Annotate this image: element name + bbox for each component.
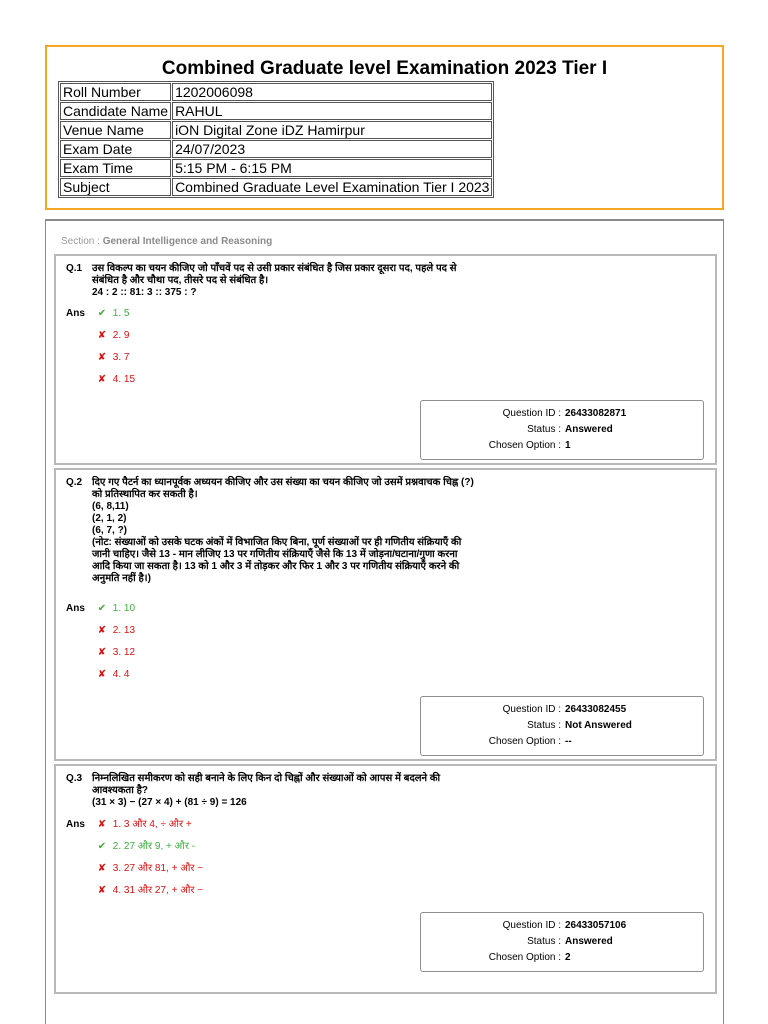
candidate-info-table — [58, 81, 494, 198]
question-line: (31 × 3) − (27 × 4) + (81 ÷ 9) = 126 — [92, 797, 247, 808]
question-text — [92, 477, 522, 585]
option-text: 1. 3 और 4, ÷ और + — [112, 819, 192, 830]
exam-date-value: 24/07/2023 — [172, 140, 492, 158]
question-line: अनुमति नहीं है।) — [92, 573, 151, 584]
chosen-option-value: 2 — [565, 952, 571, 963]
cross-icon: ✘ — [97, 669, 107, 680]
exam-time-value: 5:15 PM - 6:15 PM — [172, 159, 492, 177]
cross-icon: ✘ — [97, 352, 107, 363]
section-name: General Intelligence and Reasoning — [102, 236, 273, 247]
status-row — [421, 934, 703, 950]
question-line: को प्रतिस्थापित कर सकती है। — [92, 489, 198, 500]
question-panel — [45, 219, 724, 1024]
option-4 — [94, 373, 135, 387]
question-line: (6, 7, ?) — [92, 525, 128, 536]
option-2 — [94, 624, 135, 638]
option-1 — [94, 818, 192, 832]
check-icon: ✔ — [97, 841, 107, 852]
option-1 — [94, 307, 129, 321]
chosen-option-label: Chosen Option : — [488, 440, 561, 451]
option-text: 1. 10 — [112, 603, 136, 614]
option-4 — [94, 668, 129, 682]
cross-icon: ✘ — [97, 330, 107, 341]
option-text: 3. 7 — [112, 352, 130, 363]
question-id-value: 26433057106 — [565, 920, 627, 931]
question-meta-box — [420, 400, 704, 460]
option-3 — [94, 646, 135, 660]
option-text: 3. 27 और 81, + और − — [112, 863, 204, 874]
answer-label: Ans — [66, 819, 85, 830]
question-number: Q.1 — [66, 263, 83, 274]
status-row — [421, 718, 703, 734]
cross-icon: ✘ — [97, 647, 107, 658]
cross-icon: ✘ — [97, 374, 107, 385]
section-label — [61, 236, 272, 247]
option-text: 4. 15 — [112, 374, 136, 385]
status-label: Status : — [527, 936, 561, 947]
question-id-label: Question ID : — [502, 704, 561, 715]
answer-label: Ans — [66, 308, 85, 319]
question-line: दिए गए पैटर्न का ध्यानपूर्वक अध्ययन कीजिए और उस संख्या का चयन कीजिए जो उसमें प्रश्नवाचक चिह्न (?) — [92, 477, 474, 488]
check-icon: ✔ — [97, 603, 107, 614]
section-prefix: Section : — [61, 236, 103, 247]
exam-date-label: Exam Date — [60, 140, 171, 158]
table-row — [60, 83, 492, 101]
option-text: 2. 27 और 9, + और - — [112, 841, 196, 852]
check-icon: ✔ — [97, 308, 107, 319]
status-value: Not Answered — [565, 720, 632, 731]
option-3 — [94, 862, 203, 876]
question-line: (6, 8,11) — [92, 501, 129, 512]
status-label: Status : — [527, 720, 561, 731]
option-text: 2. 9 — [112, 330, 130, 341]
question-card-1 — [54, 254, 717, 465]
subject-label: Subject — [60, 178, 171, 196]
status-value: Answered — [565, 936, 613, 947]
question-line: आवश्यकता है? — [92, 785, 148, 796]
chosen-option-value: -- — [565, 736, 572, 747]
option-text: 3. 12 — [112, 647, 136, 658]
question-id-row — [421, 918, 703, 934]
question-number: Q.2 — [66, 477, 83, 488]
option-2 — [94, 329, 129, 343]
venue-name-label: Venue Name — [60, 121, 171, 139]
candidate-name-label: Candidate Name — [60, 102, 171, 120]
question-line: निम्नलिखित समीकरण को सही बनाने के लिए किन दो चिह्नों और संख्याओं को आपस में बदलने की — [92, 773, 441, 784]
question-line: 24 : 2 :: 81: 3 :: 375 : ? — [92, 287, 197, 298]
question-id-value: 26433082455 — [565, 704, 627, 715]
question-id-value: 26433082871 — [565, 408, 627, 419]
question-line: जानी चाहिए। जैसे 13 - मान लीजिए 13 पर गणितीय संक्रियाएँ जैसे कि 13 में जोड़ना/घटाना/गुणा करना — [92, 549, 458, 560]
status-value: Answered — [565, 424, 613, 435]
chosen-option-label: Chosen Option : — [488, 952, 561, 963]
option-3 — [94, 351, 129, 365]
option-4 — [94, 884, 203, 898]
question-id-row — [421, 702, 703, 718]
question-card-2 — [54, 468, 717, 761]
table-row — [60, 102, 492, 120]
venue-name-value: iON Digital Zone iDZ Hamirpur — [172, 121, 492, 139]
option-2 — [94, 840, 195, 854]
candidate-name-value: RAHUL — [172, 102, 492, 120]
chosen-option-row — [421, 950, 703, 966]
roll-number-label: Roll Number — [60, 83, 171, 101]
question-line: (2, 1, 2) — [92, 513, 127, 524]
chosen-option-label: Chosen Option : — [488, 736, 561, 747]
question-line: (नोट: संख्याओं को उसके घटक अंकों में विभाजित किए बिना, पूर्ण संख्याओं पर ही गणितीय संक्रियाएँ की — [92, 537, 462, 548]
table-row — [60, 159, 492, 177]
option-text: 4. 4 — [112, 669, 130, 680]
question-meta-box — [420, 912, 704, 972]
table-row — [60, 121, 492, 139]
question-id-row — [421, 406, 703, 422]
chosen-option-row — [421, 734, 703, 750]
answer-label: Ans — [66, 603, 85, 614]
table-row — [60, 140, 492, 158]
option-text: 4. 31 और 27, + और − — [112, 885, 204, 896]
exam-title: Combined Graduate level Examination 2023 Tier I — [161, 58, 608, 79]
question-text — [92, 263, 522, 299]
exam-time-label: Exam Time — [60, 159, 171, 177]
question-text — [92, 773, 522, 809]
question-number: Q.3 — [66, 773, 83, 784]
question-line: आदि किया जा सकता है। 13 को 1 और 3 में तोड़कर और फिर 1 और 3 पर गणितीय संक्रियाएँ करने की — [92, 561, 460, 572]
exam-header-card — [45, 45, 724, 210]
table-row — [60, 178, 492, 196]
cross-icon: ✘ — [97, 625, 107, 636]
option-text: 2. 13 — [112, 625, 136, 636]
question-id-label: Question ID : — [502, 920, 561, 931]
status-row — [421, 422, 703, 438]
cross-icon: ✘ — [97, 863, 107, 874]
roll-number-value: 1202006098 — [172, 83, 492, 101]
option-1 — [94, 602, 135, 616]
question-card-3 — [54, 764, 717, 994]
cross-icon: ✘ — [97, 819, 107, 830]
option-text: 1. 5 — [112, 308, 130, 319]
chosen-option-value: 1 — [565, 440, 571, 451]
subject-value: Combined Graduate Level Examination Tier I 2023 — [172, 178, 492, 196]
cross-icon: ✘ — [97, 885, 107, 896]
chosen-option-row — [421, 438, 703, 454]
question-line: उस विकल्प का चयन कीजिए जो पाँचवें पद से उसी प्रकार संबंधित है जिस प्रकार दूसरा पद, पहले पद से — [92, 263, 457, 274]
status-label: Status : — [527, 424, 561, 435]
question-line: संबंधित है और चौथा पद, तीसरे पद से संबंधित है। — [92, 275, 269, 286]
question-id-label: Question ID : — [502, 408, 561, 419]
question-meta-box — [420, 696, 704, 756]
